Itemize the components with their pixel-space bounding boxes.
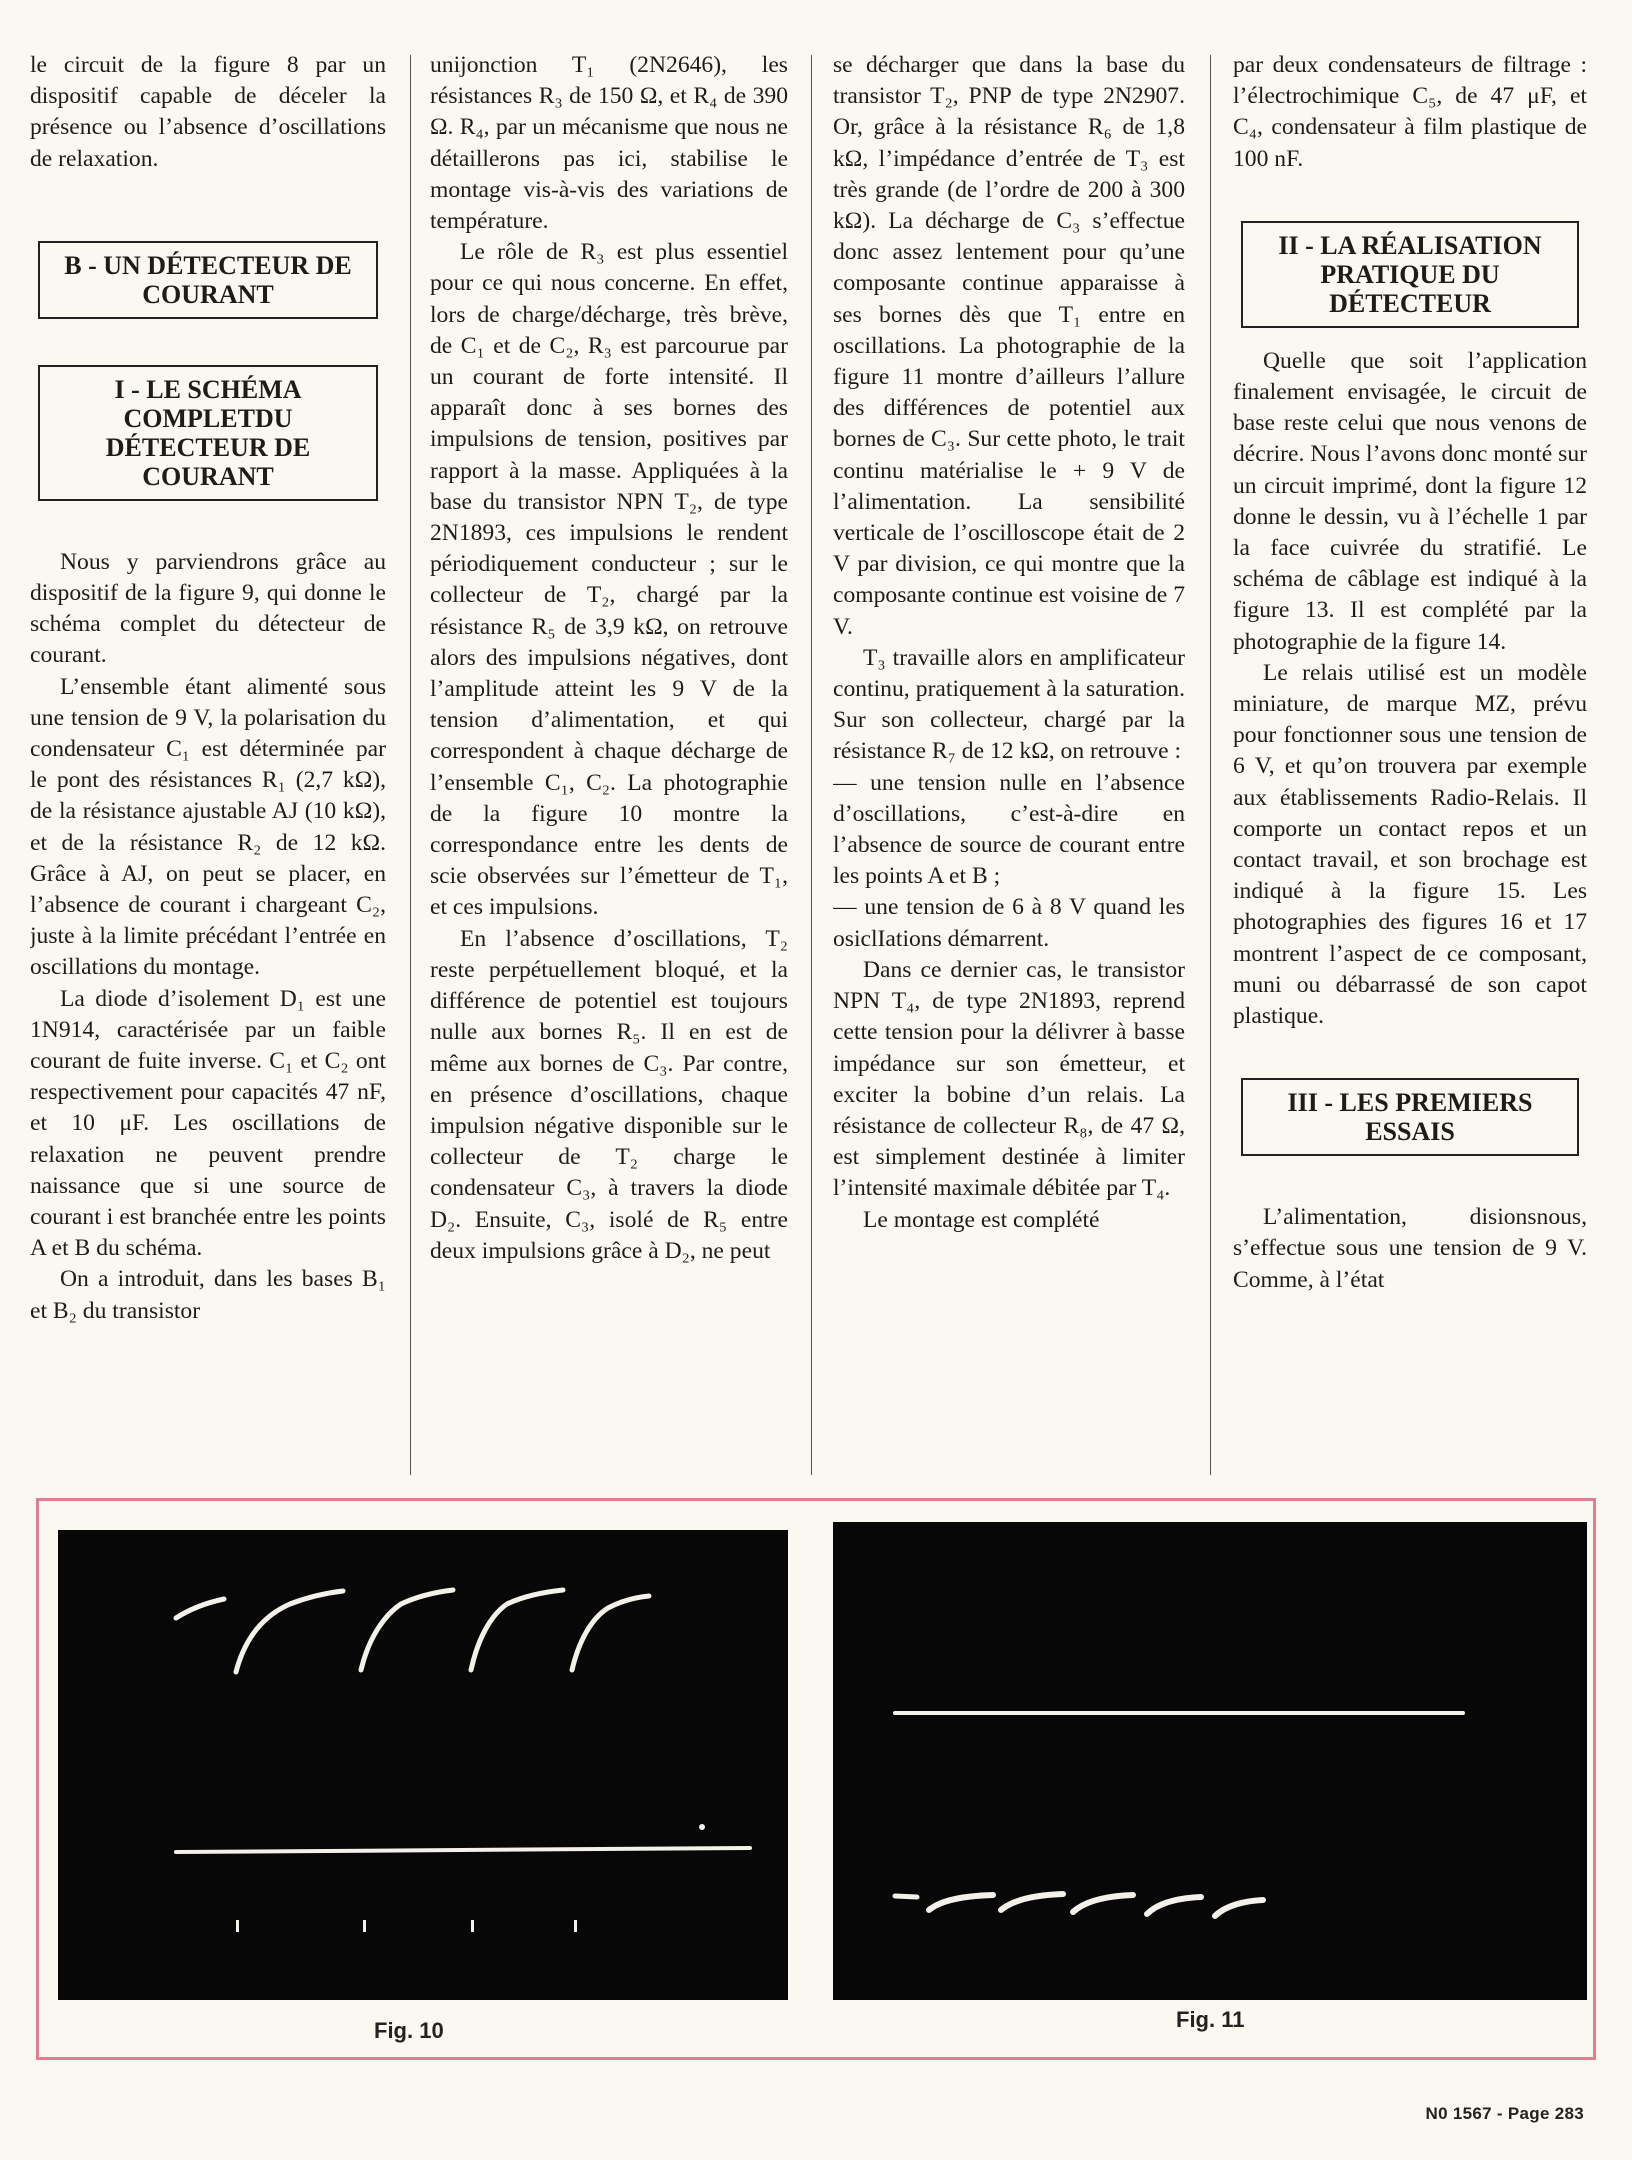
paragraph: Dans ce dernier cas, le transistor NPN T₄, de type 2N1893, reprend cette tension pour la délivrer à basse impédance sur son émetteur, et exciter la bobine d’un relais. La résistance de collecteur R₈, de 47 Ω, est simplement destinée à limiter l’intensité maximale débitée par T₄. xyxy=(833,956,1185,1202)
paragraph: L’alimentation, disionsnous, s’effectue sous une tension de 9 V. Comme, à l’état xyxy=(1233,1204,1587,1293)
paragraph: Quelle que soit l’application finalement envisagée, le circuit de base reste celui que nous venons de décrire. Nous l’avons donc monté sur un circuit imprimé, dont la figure 12 donne le dessin, vu à l’échelle 1 par la face cuivrée du stratifié. Le schéma de câblage est indiqué à la figure 13. Il est complété par la photographie de la figure 14. xyxy=(1233,347,1587,655)
paragraph: se décharger que dans la base du transistor T₂, PNP de type 2N2907. Or, grâce à la résistance R₆ de 1,8 kΩ, l’impédance d’entrée de T₃ est très grande (de l’ordre de 200 à 300 kΩ). La décharge de C₃ s’effectue donc assez lentement pour qu’une composante continue apparaisse à ses bornes dès que T₁ entre en oscillations. La photographie de la figure 11 montre d’ailleurs l’allure des différences de potentiel aux bornes de C₃. Sur cette photo, le trait continu matérialise le + 9 V de l’alimentation. La sensibilité verticale de l’oscilloscope était de 2 V par division, ce qui montre que la composante continue est voisine de 7 V. xyxy=(833,52,1185,640)
baseline-trace xyxy=(176,1848,750,1852)
pulse-mark xyxy=(236,1920,239,1932)
paragraph: Le relais utilisé est un modèle miniature, de marque MZ, prévu pour fonctionner sous une tension de 6 V, et qu’on trouvera par exemple aux établissements Radio-Relais. Il comporte un contact repos et un contact travail, et son brochage est indiqué à la figure 15. Les photographies des figures 16 et 17 montrent l’aspect de ce composant, muni ou débarrassé de son capot plastique. xyxy=(1233,659,1587,1030)
sawtooth-trace xyxy=(236,1591,343,1672)
paragraph: L’ensemble étant alimenté sous une tension de 9 V, la polarisation du condensateur C₁ est déterminée par le pont des résistances R₁ (2,7 kΩ), de la résistance ajustable AJ (10 kΩ), et de la résistance R₂ de 12 kΩ. Grâce à AJ, on peut se placer, en l’absence de courant i chargeant C₂, juste à la limite précédant l’entrée en oscillations du montage. xyxy=(30,673,386,981)
paragraph: T₃ travaille alors en amplificateur continu, pratiquement à la saturation. Sur son collecteur, chargé par la résistance R₇ de 12 kΩ, on retrouve : xyxy=(833,644,1185,765)
paragraph: — une tension nulle en l’absence d’oscillations, c’est-à-dire en l’absence de source de courant entre les points A et B ; xyxy=(833,769,1185,890)
paragraph: le circuit de la figure 8 par un dispositif capable de déceler la présence ou l’absence d’oscillations de relaxation. xyxy=(30,52,386,172)
section-heading-iii: III - LES PREMIERS ESSAIS xyxy=(1241,1078,1579,1156)
pulse-mark xyxy=(471,1920,474,1932)
figure-caption-11: Fig. 11 xyxy=(1176,2007,1245,2032)
page-folio: N0 1567 - Page 283 xyxy=(1425,2104,1584,2123)
sawtooth-trace xyxy=(572,1596,649,1670)
capacitor-voltage-trace xyxy=(1073,1895,1133,1912)
column-2 xyxy=(430,50,788,1480)
capacitor-voltage-trace xyxy=(929,1895,993,1910)
oscilloscope-photo-fig11 xyxy=(833,1522,1587,2000)
pulse-mark xyxy=(363,1920,366,1932)
paragraph: On a introduit, dans les bases B₁ et B₂ du transistor xyxy=(30,1266,386,1324)
capacitor-voltage-trace xyxy=(895,1896,917,1897)
column-4 xyxy=(1233,50,1587,1480)
section-heading-b: B - UN DÉTECTEUR DE COURANT xyxy=(38,241,378,319)
column-rule xyxy=(410,55,411,1475)
pulse-mark xyxy=(574,1920,577,1932)
oscilloscope-photo-fig10 xyxy=(58,1530,788,2000)
trace-dot xyxy=(699,1824,705,1830)
section-heading-i: I - LE SCHÉMA COMPLETDU DÉTECTEUR DE COURANT xyxy=(38,365,378,501)
paragraph: La diode d’isolement D₁ est une 1N914, caractérisée par un faible courant de fuite inverse. C₁ et C₂ ont respectivement pour capacités 47 nF, et 10 μF. Les oscillations de relaxation ne peuvent prendre naissance que si une source de courant i est branchée entre les points A et B du schéma. xyxy=(30,985,386,1262)
column-rule xyxy=(1210,55,1211,1475)
column-1 xyxy=(30,50,386,1480)
paragraph: — une tension de 6 à 8 V quand les osiclIations démarrent. xyxy=(833,894,1185,952)
capacitor-voltage-trace xyxy=(1147,1897,1201,1914)
capacitor-voltage-trace xyxy=(1001,1894,1063,1910)
paragraph: par deux condensateurs de filtrage : l’électrochimique C₅, de 47 μF, et C₄, condensateur à film plastique de 100 nF. xyxy=(1233,52,1587,172)
oscilloscope-trace-fig11 xyxy=(833,1522,1587,2000)
sawtooth-trace xyxy=(471,1590,563,1670)
paragraph: Le rôle de R₃ est plus essentiel pour ce qui nous concerne. En effet, lors de charge/décharge, très brève, de C₁ et de C₂, R₃ est parcourue par un courant de forte intensité. Il apparaît donc à ses bornes des impulsions de tension, positives par rapport à la masse. Appliquées à la base du transistor NPN T₂, de type 2N1893, ces impulsions le rendent périodiquement conducteur ; sur le collecteur de T₂, chargé par la résistance R₅ de 3,9 kΩ, on retrouve alors des impulsions négatives, dont l’amplitude atteint les 9 V de la tension d’alimentation, et qui correspondent à chaque décharge de l’ensemble C₁, C₂. La photographie de la figure 10 montre la correspondance entre les dents de scie observées sur l’émetteur de T₁, et ces impulsions. xyxy=(430,239,788,921)
sawtooth-trace xyxy=(176,1599,224,1618)
section-heading-ii: II - LA RÉALISATION PRATIQUE DU DÉTECTEUR xyxy=(1241,221,1579,328)
paragraph: unijonction T₁ (2N2646), les résistances R₃ de 150 Ω, et R₄ de 390 Ω. R₄, par un mécanisme que nous ne détaillerons pas ici, stabilise le montage vis-à-vis des variations de température. xyxy=(430,52,788,235)
paragraph: En l’absence d’oscillations, T₂ reste perpétuellement bloqué, et la différence de potentiel est toujours nulle aux bornes R₅. Il en est de même aux bornes de C₃. Par contre, en présence d’oscillations, chaque impulsion négative disponible sur le collecteur de T₂ charge le condensateur C₃, à travers la diode D₂. Ensuite, C₃, isolé de R₅ entre deux impulsions grâce à D₂, ne peut xyxy=(430,925,788,1264)
column-rule xyxy=(811,55,812,1475)
paragraph: Le montage est complété xyxy=(863,1206,1100,1233)
paragraph: Nous y parviendrons grâce au dispositif de la figure 9, qui donne le schéma complet du détecteur de courant. xyxy=(30,548,386,669)
oscilloscope-trace-fig10 xyxy=(58,1530,788,2000)
sawtooth-trace xyxy=(361,1590,453,1670)
column-3 xyxy=(833,50,1185,1480)
figure-caption-10: Fig. 10 xyxy=(374,2018,444,2043)
capacitor-voltage-trace xyxy=(1215,1900,1263,1916)
